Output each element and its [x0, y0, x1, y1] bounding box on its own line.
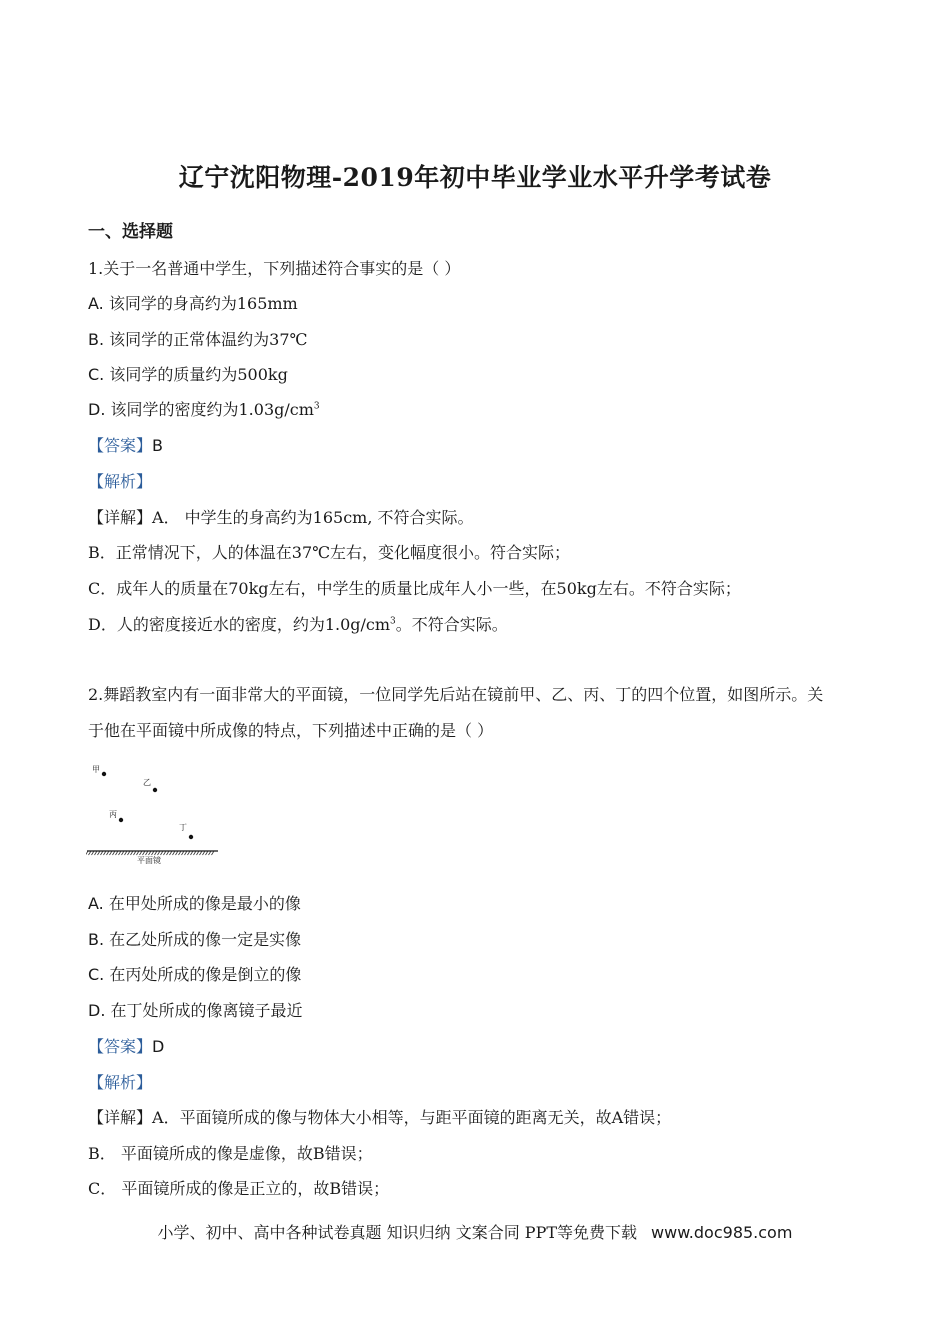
- footer-text: 小学、初中、高中各种试卷真题 知识归纳 文案合同 PPT等免费下载: [157, 1223, 638, 1242]
- q1-option-d: [88, 397, 320, 420]
- answer-value: B: [152, 436, 163, 455]
- option-text: 在丙处所成的像是倒立的像: [104, 965, 302, 984]
- detail-tag: 【详解】: [88, 1108, 153, 1127]
- q2-option-d: [88, 998, 303, 1021]
- section-heading: 一、选择题: [88, 222, 173, 242]
- q1-option-a: [88, 291, 298, 314]
- option-text: 该同学的身高约为165mm: [103, 294, 298, 313]
- option-label: A.: [88, 294, 104, 313]
- option-label: D.: [88, 1001, 106, 1020]
- option-text: 在甲处所成的像是最小的像: [103, 894, 301, 913]
- q1-answer: [88, 433, 163, 456]
- point-bing: [119, 818, 123, 822]
- q1-detail-c: C．成年人的质量在70kg左右，中学生的质量比成年人小一些，在50kg左右。不符合实际；: [88, 579, 741, 598]
- point-ding: [189, 835, 193, 839]
- label-yi: 乙: [143, 778, 151, 787]
- detail-tag: 【详解】: [88, 508, 153, 527]
- point-jia: [102, 772, 106, 776]
- option-text: 在乙处所成的像一定是实像: [104, 930, 302, 949]
- answer-value: D: [152, 1037, 165, 1056]
- mirror-position-figure: [86, 758, 226, 870]
- q1-stem: 1.关于一名普通中学生，下列描述符合事实的是（ ）: [88, 259, 461, 278]
- detail-text: 。不符合实际。: [395, 615, 508, 634]
- q2-detail-c: C． 平面镜所成的像是正立的，故B错误；: [88, 1179, 390, 1198]
- page-title: 辽宁沈阳物理-2019年初中毕业学业水平升学考试卷: [178, 163, 772, 192]
- superscript: 3: [313, 401, 320, 412]
- q2-detail-a: [88, 1105, 671, 1128]
- option-label: B.: [88, 330, 105, 349]
- point-yi: [153, 788, 157, 792]
- label-ding: 丁: [179, 823, 187, 832]
- answer-tag: 【答案】: [88, 436, 153, 455]
- detail-text: A．平面镜所成的像与物体大小相等，与距平面镜的距离无关，故A错误；: [152, 1108, 672, 1127]
- label-bing: 丙: [109, 810, 117, 819]
- label-jia: 甲: [92, 765, 100, 774]
- footer-url: www.doc985.com: [651, 1223, 793, 1242]
- q2-stem-line2: 于他在平面镜中所成像的特点，下列描述中正确的是（ ）: [88, 721, 494, 740]
- q2-analysis-tag: 【解析】: [88, 1073, 153, 1092]
- option-label: C.: [88, 365, 105, 384]
- q2-option-b: [88, 927, 301, 950]
- q2-stem-line1: 2.舞蹈教室内有一面非常大的平面镜，一位同学先后站在镜前甲、乙、丙、丁的四个位置，如图所示。关: [88, 685, 824, 704]
- option-text: 该同学的质量约为500kg: [104, 365, 288, 384]
- q2-answer: [88, 1034, 164, 1057]
- answer-tag: 【答案】: [88, 1037, 153, 1056]
- q2-option-a: [88, 891, 301, 914]
- superscript: 3: [390, 616, 396, 627]
- detail-text: D．人的密度接近水的密度，约为1.0g/cm: [88, 615, 391, 634]
- option-label: A.: [88, 894, 104, 913]
- mirror-label: 平面镜: [137, 856, 161, 865]
- q1-detail-b: B．正常情况下，人的体温在37℃左右，变化幅度很小。符合实际；: [88, 543, 571, 562]
- page-footer: [0, 1220, 950, 1243]
- option-label: C.: [88, 965, 105, 984]
- q1-option-b: [88, 327, 307, 350]
- option-text: 在丁处所成的像离镜子最近: [105, 1001, 303, 1020]
- q1-option-c: [88, 362, 288, 385]
- q2-detail-b: B． 平面镜所成的像是虚像，故B错误；: [88, 1144, 373, 1163]
- detail-text: A． 中学生的身高约为165cm, 不符合实际。: [152, 508, 474, 527]
- option-label: D.: [88, 400, 106, 419]
- option-text: 该同学的正常体温约为37℃: [104, 330, 308, 349]
- q1-detail-a: [88, 505, 474, 528]
- option-label: B.: [88, 930, 105, 949]
- option-text: 该同学的密度约为1.03g/cm: [105, 400, 314, 419]
- q1-analysis-tag: 【解析】: [88, 472, 153, 491]
- q1-detail-d: [88, 612, 508, 635]
- q2-option-c: [88, 962, 301, 985]
